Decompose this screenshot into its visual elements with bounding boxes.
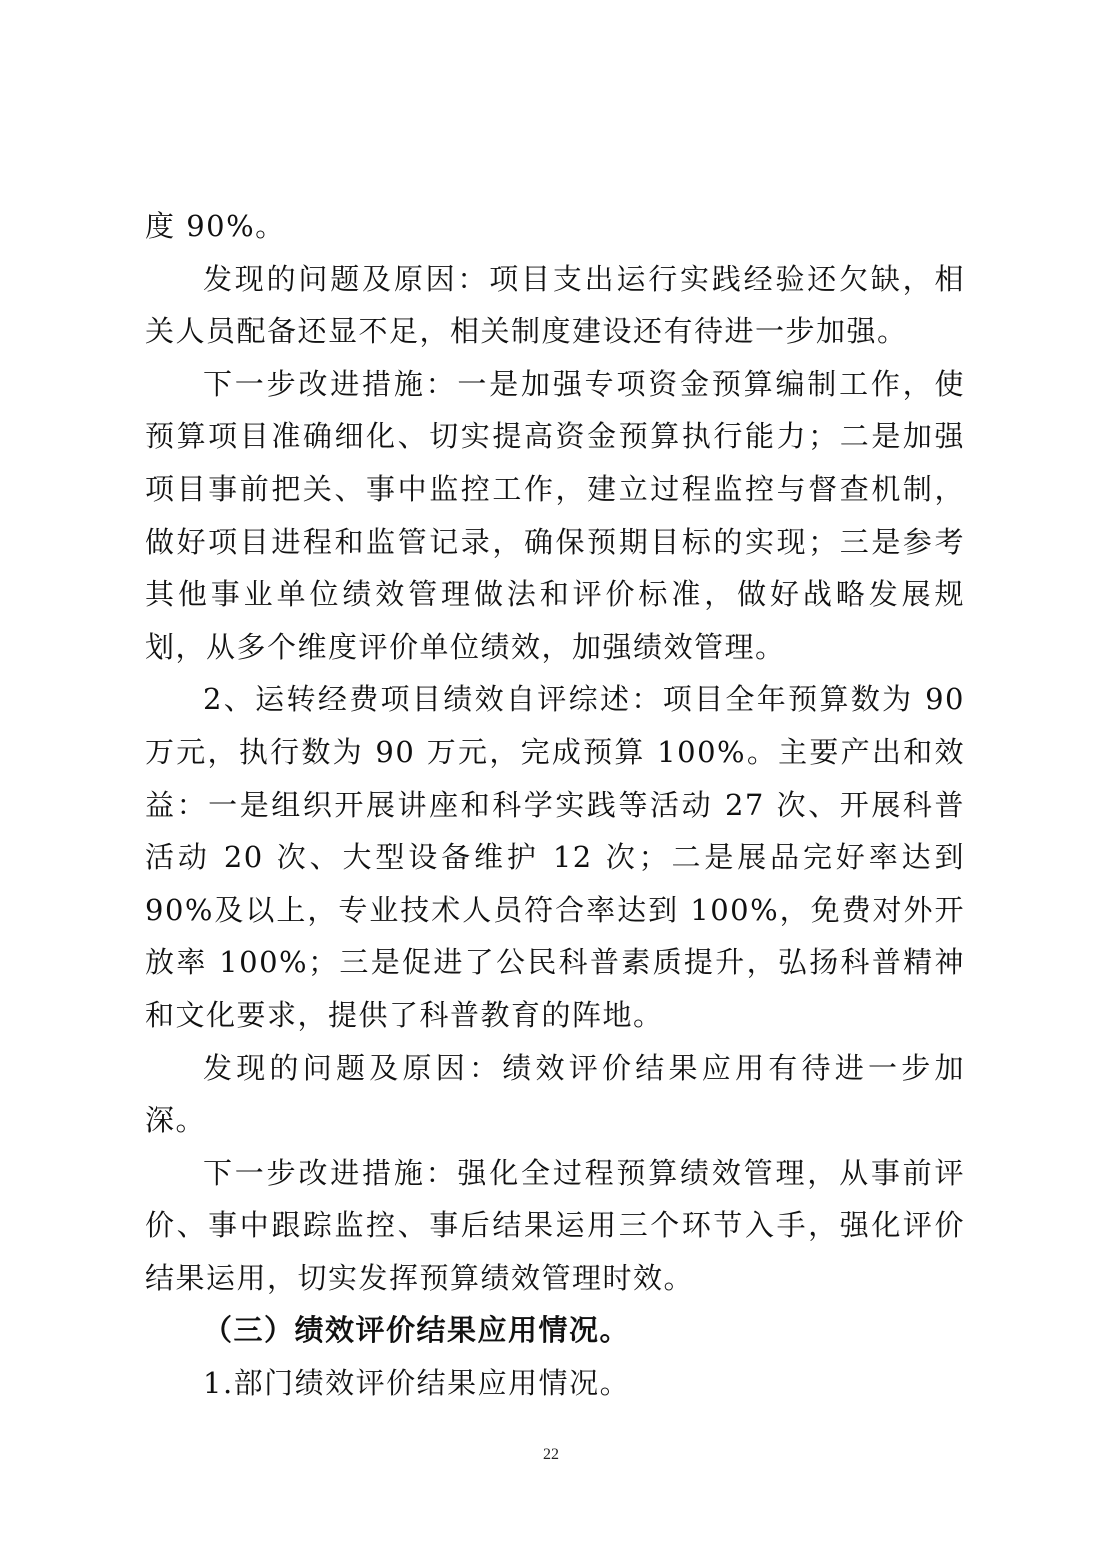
paragraph-continuation: 度 90%。 [145, 209, 286, 243]
paragraph-problems-2: 发现的问题及原因：绩效评价结果应用有待进一步加深。 [145, 1050, 965, 1138]
document-body [145, 200, 965, 1410]
page-number: 22 [543, 1446, 559, 1463]
paragraph-problems-1: 发现的问题及原因：项目支出运行实践经验还欠缺，相关人员配备还显不足，相关制度建设还有待进一步加强。 [145, 261, 965, 349]
paragraph-operating-funds-summary: 2、运转经费项目绩效自评综述：项目全年预算数为 90 万元，执行数为 90 万元，完成预算 100%。主要产出和效益：一是组织开展讲座和科学实践等活动 27 次、开展科普活动 20 次、大型设备维护 12 次；二是展品完好率达到 90%及以上，专业技术人员符合率达到 100%，免费对外开放率 100%；三是促进了公民科普素质提升，弘扬科普精神和文化要求，提供了科普教育的阵地。 [145, 682, 965, 1032]
section-heading: （三）绩效评价结果应用情况。 [203, 1313, 631, 1348]
paragraph-improvements-2: 下一步改进措施：强化全过程预算绩效管理，从事前评价、事中跟踪监控、事后结果运用三个环节入手，强化评价结果运用，切实发挥预算绩效管理时效。 [145, 1155, 965, 1295]
paragraph-improvements-1: 下一步改进措施：一是加强专项资金预算编制工作，使预算项目准确细化、切实提高资金预算执行能力；二是加强项目事前把关、事中监控工作，建立过程监控与督查机制，做好项目进程和监管记录，确保预期目标的实现；三是参考其他事业单位绩效管理做法和评价标准，做好战略发展规划，从多个维度评价单位绩效，加强绩效管理。 [145, 366, 965, 664]
subsection-item: 1.部门绩效评价结果应用情况。 [203, 1366, 631, 1401]
